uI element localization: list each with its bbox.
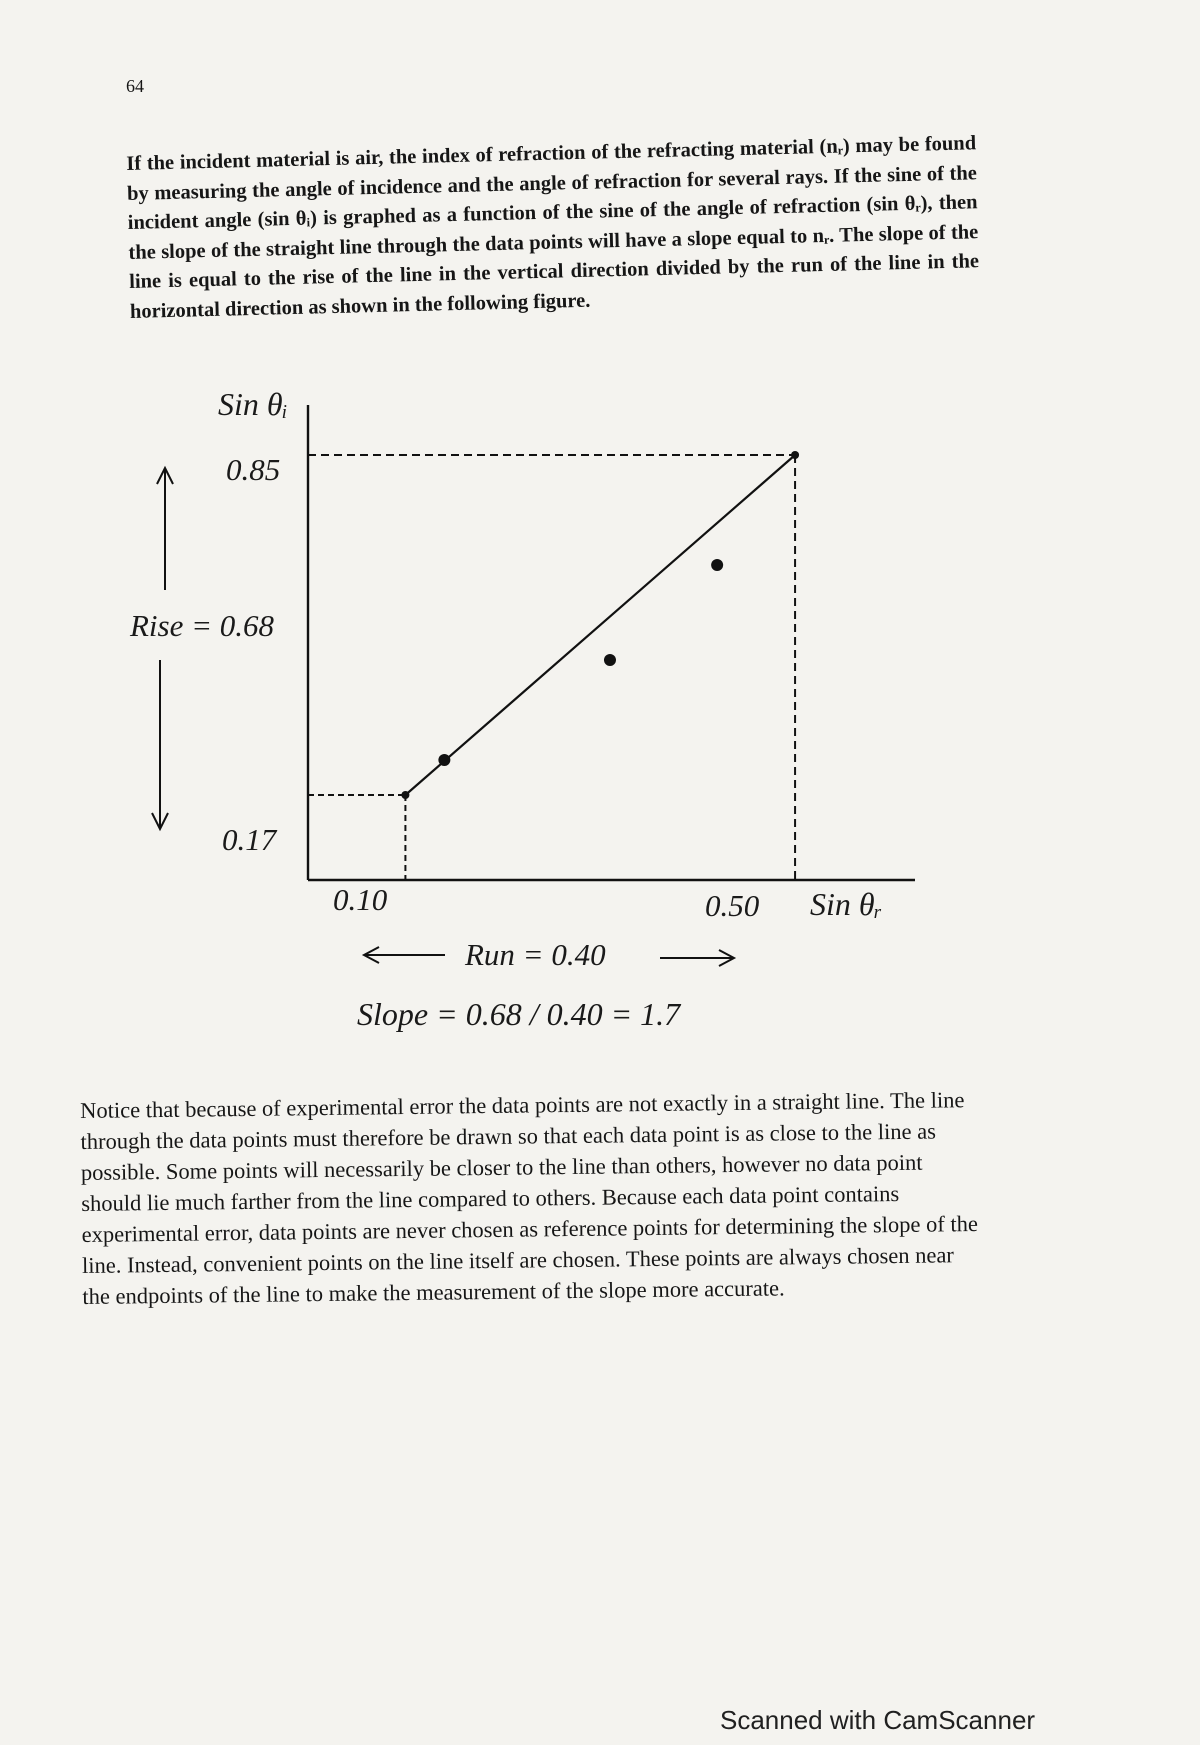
best-fit-line (405, 455, 795, 795)
x-tick-0-10: 0.10 (333, 882, 388, 917)
y-tick-0-17: 0.17 (222, 822, 277, 857)
data-point (711, 559, 723, 571)
scanner-footer: Scanned with CamScanner (720, 1705, 1036, 1735)
y-tick-0-85: 0.85 (226, 452, 281, 487)
slope-figure (0, 380, 1200, 1050)
y-axis-label: Sin θᵢ (218, 386, 288, 422)
data-point (438, 754, 450, 766)
intro-paragraph: If the incident material is air, the index of refraction of the refracting material (nᵣ) may be found by measuring the angle of incidence and the angle of refraction for several rays. If the sine of the incident angle (sin θᵢ) is graphed as a function of the sine of the angle of refraction (sin θᵣ), then the slope of the straight line through the data points will have a slope equal to nᵣ. The slope of the line is equal to the rise of the line in the vertical direction divided by the run of the line in the horizontal direction as shown in the following figure. (126, 132, 980, 323)
data-point (604, 654, 616, 666)
run-label: Run = 0.40 (465, 937, 606, 972)
reference-point (791, 451, 799, 459)
x-axis-label: Sin θᵣ (810, 886, 883, 922)
reference-point (401, 791, 409, 799)
slope-equation: Slope = 0.68 / 0.40 = 1.7 (357, 996, 681, 1032)
page-number: 64 (126, 76, 144, 96)
x-tick-0-50: 0.50 (705, 888, 760, 923)
rise-label: Rise = 0.68 (130, 608, 275, 643)
notice-paragraph: Notice that because of experimental error the data points are not exactly in a straight line. The line through the data points must therefore be drawn so that each data point is as close to the line as possible. Some points will necessarily be closer to the line than others, however no data point should lie much farther from the line compared to others. Because each data point contains experimental error, data points are never chosen as reference points for determining the slope of the line. Instead, convenient points on the line itself are chosen. These points are always chosen near the endpoints of the line to make the measurement of the slope more accurate. (80, 1087, 979, 1309)
